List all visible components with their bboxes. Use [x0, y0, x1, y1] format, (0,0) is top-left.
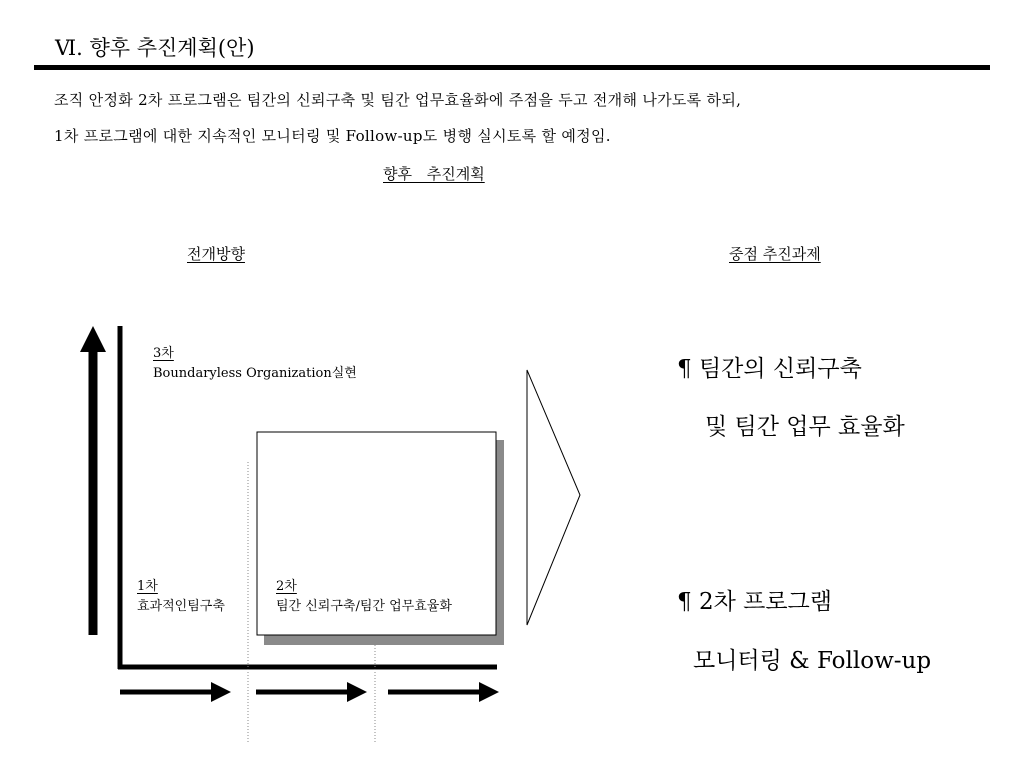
progress-up-arrowhead [80, 326, 106, 352]
task-2-line-1: ¶ 2차 프로그램 [677, 589, 832, 615]
intro-line-2: 1차 프로그램에 대한 지속적인 모니터링 및 Follow-up도 병행 실시토록 할 예정임. [54, 127, 611, 145]
right-heading: 중점 추진과제 [729, 245, 821, 263]
stage-1-desc: 효과적인팀구축 [137, 599, 225, 614]
stage-2-label: 2차 [276, 579, 297, 594]
stage-3-desc: Boundaryless Organization실현 [153, 366, 357, 381]
task-1-line-2: 및 팀간 업무 효율화 [705, 414, 905, 440]
stage-1-label: 1차 [137, 579, 158, 594]
stage-2 [276, 577, 452, 617]
left-heading: 전개방향 [187, 245, 245, 263]
intro-line-1: 조직 안정화 2차 프로그램은 팀간의 신뢰구축 및 팀간 업무효율화에 주점을 두고 전개해 나가도록 하되, [54, 91, 742, 109]
stage-3 [153, 344, 357, 384]
direction-triangle [527, 370, 580, 625]
task-1-line-1: ¶ 팀간의 신뢰구축 [677, 356, 862, 382]
stage-2-desc: 팀간 신뢰구축/팀간 업무효율화 [276, 599, 452, 614]
stage-3-label: 3차 [153, 346, 174, 361]
task-2-line-2: 모니터링 & Follow-up [693, 648, 932, 674]
stage-1 [137, 577, 225, 617]
page-title: Ⅵ. 향후 추진계획(안) [55, 36, 255, 60]
diagram-title: 향후 추진계획 [383, 165, 485, 183]
